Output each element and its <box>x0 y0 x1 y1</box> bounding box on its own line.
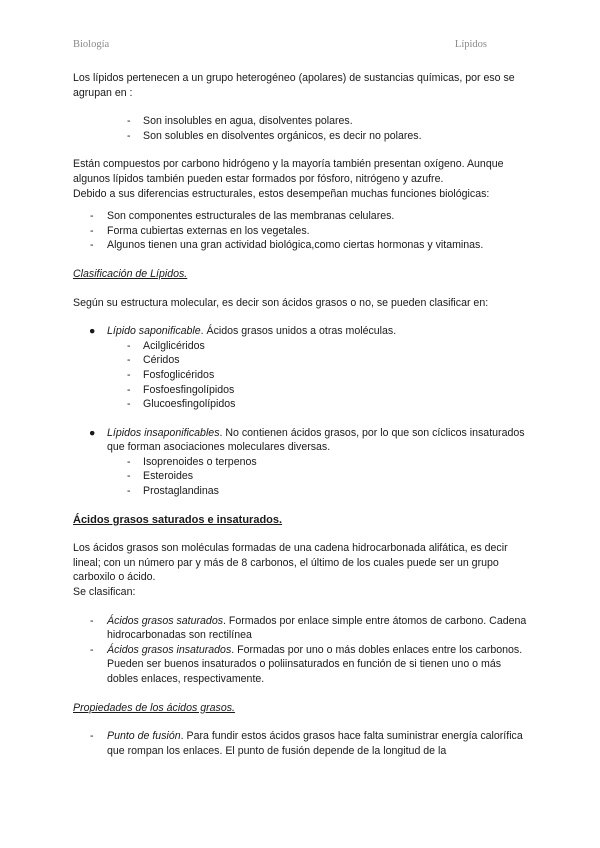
classification-intro: Según su estructura molecular, es decir son ácidos grasos o no, se pueden clasificar en: <box>73 296 489 309</box>
list-item: - Forma cubiertas externas en los vegetales. <box>90 224 310 237</box>
bullet-icon: ● <box>89 426 96 439</box>
fatty-acids-paragraph: Los ácidos grasos son moléculas formadas de una cadena hidrocarbonada alifática, es decir lineal; con un número par y más de 8 carbonos, el último de los cuales puede ser un grupo carboxilo o ácido. <box>73 542 508 584</box>
functions-intro: Debido a sus diferencias estructurales, estos desempeñan muchas funciones biológicas: <box>73 187 490 200</box>
list-item: - Algunos tienen una gran actividad biológica,como ciertas hormonas y vitaminas. <box>90 239 484 252</box>
insaponifiable-term: Lípidos insaponificables <box>107 426 220 439</box>
composition-paragraph: Están compuestos por carbono hidrógeno y la mayoría también presentan oxígeno. Aunque algunos lípidos también pueden estar formados por fósforo, nitrógeno y azufre. <box>73 158 504 185</box>
properties-title: Propiedades de los ácidos grasos. <box>73 701 235 714</box>
list-item: - Punto de fusión. Para fundir estos ácidos grasos hace falta suministrar energía calorífica que rompan los enlaces. El punto de fusión depende de la longitud de la <box>90 730 523 757</box>
header-topic: Lípidos <box>454 39 487 50</box>
list-item: - Son solubles en disolventes orgánicos, es decir no polares. <box>127 129 422 142</box>
list-item: ● Lípidos insaponificables. No contienen ácidos grasos, por lo que son cíclicos insaturados que forman asociaciones moleculares diversas. - Isoprenoides o terpenos - Esteroides - Prostaglandinas <box>73 426 528 499</box>
list-item: - Son componentes estructurales de las membranas celulares. <box>90 210 395 223</box>
list-item: - Fosfoglicéridos <box>127 368 215 381</box>
saponifiable-term: Lípido saponificable <box>107 325 201 338</box>
classification-title: Clasificación de Lípidos. <box>73 267 188 280</box>
list-item: - Acilglicéridos <box>127 339 205 352</box>
list-item: - Céridos <box>127 354 180 367</box>
fatty-acid-types-list <box>73 614 528 687</box>
list-item: - Son insolubles en agua, disolventes polares. <box>127 115 353 128</box>
list-item: - Ácidos grasos saturados. Formados por enlace simple entre átomos de carbono. Cadena hidrocarbonadas son rectilínea <box>90 614 527 642</box>
properties-list <box>73 729 528 758</box>
intro-paragraph: Los lípidos pertenecen a un grupo heterogéneo (apolares) de sustancias químicas, por eso se agrupan en : <box>73 72 515 99</box>
list-item: - Ácidos grasos insaturados. Formadas por uno o más dobles enlaces entre los carbonos. Pueden ser buenos insaturados o poliinsaturados en función de si tienen uno o más dobles enlaces, respectivamente. <box>90 643 523 685</box>
list-item: - Esteroides <box>127 470 194 483</box>
list-item: ● Lípido saponificable. Ácidos grasos unidos a otras moléculas. - Acilglicéridos - Céridos - Fosfoglicéridos - Fosfoesfingolípidos - Glucoesfingolípidos <box>73 324 528 412</box>
fatty-acids-title: Ácidos grasos saturados e insaturados. <box>73 513 283 526</box>
list-item: - Fosfoesfingolípidos <box>127 383 235 396</box>
list-item: - Prostaglandinas <box>127 485 219 498</box>
saponifiable-items <box>107 339 528 412</box>
classification-list <box>73 324 528 499</box>
list-item: - Glucoesfingolípidos <box>127 398 236 411</box>
solubility-list <box>73 114 528 143</box>
bullet-icon: ● <box>89 325 96 338</box>
fatty-acids-classify: Se clasifican: <box>73 586 136 599</box>
document-body <box>73 71 528 758</box>
insaponifiable-items <box>107 455 528 499</box>
list-item: - Isoprenoides o terpenos <box>127 455 257 468</box>
functions-list <box>73 209 528 253</box>
header-subject: Biología <box>73 39 110 50</box>
